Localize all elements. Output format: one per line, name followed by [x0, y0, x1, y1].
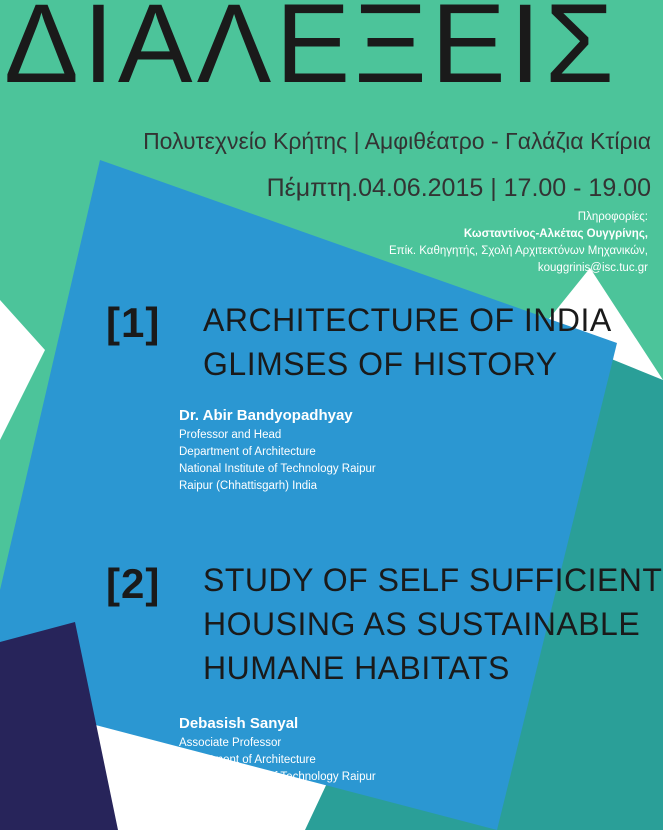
info-contact-name: Κωσταντίνος-Αλκέτας Ουγγρίνης, [463, 228, 648, 240]
talk-2-number: [2] [106, 560, 161, 607]
talk-1-speaker-line: Raipur (Chhattisgarh) India [179, 480, 318, 492]
talk-1-speaker [179, 405, 376, 495]
talk-1-speaker-line: National Institute of Technology Raipur [179, 463, 376, 475]
talk-2-title [203, 558, 662, 690]
talk-2-speaker [179, 713, 376, 803]
talk-1-number: [1] [106, 299, 161, 346]
venue-line: Πολυτεχνείο Κρήτης | Αμφιθέατρο - Γαλάζια Κτίρια [143, 128, 651, 154]
talk-1-title-line: ARCHITECTURE OF INDIA [203, 302, 612, 338]
talk-1-speaker-line: Department of Architecture [179, 446, 316, 458]
talk-2-speaker-name: Debasish Sanyal [179, 715, 299, 732]
date-time-line: Πέμπτη.04.06.2015 | 17.00 - 19.00 [266, 174, 651, 202]
info-contact-email: kouggrinis@isc.tuc.gr [537, 262, 648, 274]
talk-2-title-line: HUMANE HABITATS [203, 650, 510, 686]
poster-title: ΔΙΑΛΕΞΕΙΣ [4, 0, 618, 106]
info-contact-role: Επίκ. Καθηγητής, Σχολή Αρχιτεκτόνων Μηχανικών, [388, 245, 648, 257]
talk-2-title-line: STUDY OF SELF SUFFICIENT [203, 562, 663, 598]
talk-2-speaker-line: Associate Professor [179, 737, 282, 749]
talk-2-speaker-line: National Institute of Technology Raipur [179, 771, 376, 783]
talk-1-title [203, 298, 612, 386]
info-block [389, 209, 648, 277]
talk-2-speaker-line: Department of Architecture [179, 754, 316, 766]
info-label: Πληροφορίες: [577, 211, 648, 223]
talk-2-title-line: HOUSING AS SUSTAINABLE [203, 606, 641, 642]
talk-1-speaker-line: Professor and Head [179, 429, 282, 441]
talk-2-speaker-line: Raipur (Chhattisgarh) India [179, 788, 318, 800]
talk-1-speaker-name: Dr. Abir Bandyopadhyay [179, 407, 353, 424]
talk-1-title-line: GLIMSES OF HISTORY [203, 346, 558, 382]
